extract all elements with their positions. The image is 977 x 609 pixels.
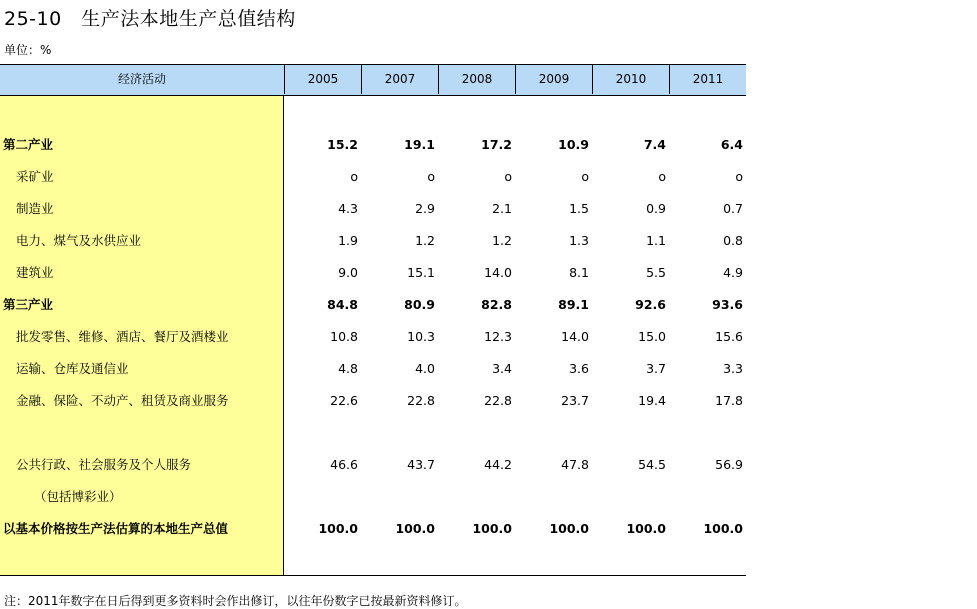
table-header: [0, 64, 746, 96]
cell-value: 1.1: [646, 233, 666, 248]
cell-value: o: [350, 169, 358, 184]
cell-value: o: [427, 169, 435, 184]
cell-value: 19.4: [638, 393, 666, 408]
cell-value: 1.2: [492, 233, 512, 248]
row-label: （包括博彩业）: [34, 489, 122, 504]
cell-value: 84.8: [327, 297, 358, 312]
cell-value: 4.8: [338, 361, 358, 376]
cell-value: 46.6: [330, 457, 358, 472]
row-label: 金融、保险、不动产、租赁及商业服务: [16, 393, 229, 408]
cell-value: 15.1: [407, 265, 435, 280]
cell-value: 19.1: [404, 137, 435, 152]
cell-value: 82.8: [481, 297, 512, 312]
table-row: [0, 231, 746, 251]
cell-value: 7.4: [643, 137, 666, 152]
table-row: [0, 167, 746, 187]
header-year: 2007: [361, 65, 438, 94]
table-row: [0, 263, 746, 283]
header-activity: 经济活动: [117, 72, 166, 86]
header-year: 2010: [592, 65, 669, 94]
table-row: [0, 519, 746, 539]
row-label: 采矿业: [16, 169, 54, 184]
cell-value: 12.3: [484, 329, 512, 344]
cell-value: 100.0: [549, 521, 589, 536]
cell-value: 4.3: [338, 201, 358, 216]
cell-value: 9.0: [338, 265, 358, 280]
cell-value: 3.7: [646, 361, 666, 376]
header-year: 2009: [515, 65, 592, 94]
cell-value: 22.8: [484, 393, 512, 408]
cell-value: 17.2: [481, 137, 512, 152]
cell-value: 100.0: [472, 521, 512, 536]
cell-value: 3.6: [569, 361, 589, 376]
cell-value: 56.9: [715, 457, 743, 472]
header-year: 2008: [438, 65, 515, 94]
table-row: [0, 199, 746, 219]
row-label: 运输、仓库及通信业: [16, 361, 129, 376]
cell-value: 22.6: [330, 393, 358, 408]
footnote: 注：2011年数字在日后得到更多资料时会作出修订，以往年份数字已按最新资料修订。: [4, 594, 467, 608]
cell-value: 15.0: [638, 329, 666, 344]
row-label: 公共行政、社会服务及个人服务: [16, 457, 192, 472]
cell-value: 15.2: [327, 137, 358, 152]
row-label: 批发零售、维修、酒店、餐厅及酒楼业: [16, 329, 229, 344]
table-row: [0, 359, 746, 379]
data-table: [0, 64, 746, 576]
cell-value: 23.7: [561, 393, 589, 408]
cell-value: 14.0: [561, 329, 589, 344]
cell-value: 4.9: [723, 265, 743, 280]
cell-value: 14.0: [484, 265, 512, 280]
cell-value: 6.4: [720, 137, 743, 152]
cell-value: 0.9: [646, 201, 666, 216]
cell-value: 10.3: [407, 329, 435, 344]
cell-value: 22.8: [407, 393, 435, 408]
cell-value: 2.9: [415, 201, 435, 216]
cell-value: 1.9: [338, 233, 358, 248]
cell-value: 89.1: [558, 297, 589, 312]
row-label: 建筑业: [16, 265, 54, 280]
cell-value: 3.4: [492, 361, 512, 376]
cell-value: 0.8: [723, 233, 743, 248]
cell-value: 10.9: [558, 137, 589, 152]
table-row: [0, 135, 746, 155]
row-label: 以基本价格按生产法估算的本地生产总值: [3, 521, 229, 536]
table-row: [0, 455, 746, 475]
unit-label: 单位：%: [4, 43, 52, 57]
cell-value: 54.5: [638, 457, 666, 472]
cell-value: 1.3: [569, 233, 589, 248]
cell-value: 0.7: [723, 201, 743, 216]
cell-value: 93.6: [712, 297, 743, 312]
cell-value: 8.1: [569, 265, 589, 280]
cell-value: o: [504, 169, 512, 184]
cell-value: 10.8: [330, 329, 358, 344]
cell-value: 100.0: [626, 521, 666, 536]
cell-value: 92.6: [635, 297, 666, 312]
cell-value: 44.2: [484, 457, 512, 472]
cell-value: 100.0: [703, 521, 743, 536]
row-label: 第二产业: [3, 137, 54, 152]
cell-value: 1.2: [415, 233, 435, 248]
table-row: [0, 391, 746, 411]
cell-value: o: [581, 169, 589, 184]
cell-value: 4.0: [415, 361, 435, 376]
header-year: 2005: [284, 65, 361, 94]
cell-value: 100.0: [318, 521, 358, 536]
cell-value: 2.1: [492, 201, 512, 216]
header-year: 2011: [669, 65, 746, 94]
table-row: [0, 327, 746, 347]
row-label: 制造业: [16, 201, 54, 216]
cell-value: 17.8: [715, 393, 743, 408]
cell-value: o: [735, 169, 743, 184]
row-label: 电力、煤气及水供应业: [16, 233, 142, 248]
cell-value: o: [658, 169, 666, 184]
cell-value: 3.3: [723, 361, 743, 376]
table-row: [0, 487, 746, 507]
cell-value: 15.6: [715, 329, 743, 344]
table-title: 25-10 生产法本地生产总值结构: [4, 8, 296, 30]
cell-value: 1.5: [569, 201, 589, 216]
cell-value: 5.5: [646, 265, 666, 280]
cell-value: 47.8: [561, 457, 589, 472]
cell-value: 80.9: [404, 297, 435, 312]
row-label: 第三产业: [3, 297, 54, 312]
table-row: [0, 295, 746, 315]
table-body: [0, 96, 746, 576]
cell-value: 100.0: [395, 521, 435, 536]
cell-value: 43.7: [407, 457, 435, 472]
